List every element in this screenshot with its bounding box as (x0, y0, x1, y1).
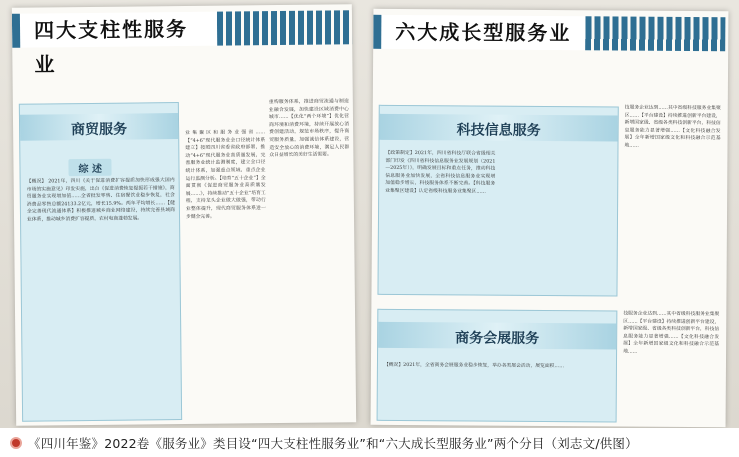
right-col1-text: 【政策制定】2021年，四川省科技厅联合省级相关部门印发《四川省科技信息服务业发展规划（2021—2025年）》，明确发展目标和重点任务，推动科技信息服务业加快发展，全省科技信息服务业实现增加值稳步增长，科技服务体系不断完善。【科技服务业集聚区建设】认定省级科技服务业集聚区…… (385, 150, 496, 195)
caption-text: 《四川年鉴》2022卷《服务业》类目设“四大支柱性服务业”和“六大成长型服务业”两个分目（刘志文/供图） (28, 435, 638, 451)
photo-caption (0, 428, 739, 457)
right-section1-panel (377, 105, 618, 297)
right-banner-title: 六大成长型服务业 (373, 15, 585, 50)
left-banner (12, 10, 352, 77)
left-kicker: 综 述 (68, 159, 112, 176)
left-section-panel (19, 102, 182, 422)
left-col1-text: 【概况】 2021年，四川《关于促进消费扩容提质加快形成强大国内市场的实施意见》印发实施，出台《促进消费恢复提振若干措施》，商贸服务业实现增加值……全省批发零售、住宿餐饮业稳步恢复，社会消费品零售总额24133.2亿元，增长15.9%。两年平均增长……【健全完善现代流通体系】积极推进城乡商业网络建设，持续完善县域商业体系，推动城乡消费扩容提质，农村电商蓬勃发展。 (26, 178, 175, 223)
right-section2-title: 商务会展服务 (455, 330, 540, 347)
right-banner-stripe (585, 16, 725, 51)
right-section2-panel (377, 309, 618, 423)
left-col3-text: 重构服务体系，推进商贸流通与制造业融合发展，加快建设区域消费中心城市……【优化“两个环境”】优化营商环境和消费环境，持续开展放心消费创建活动，规范市场秩序，提升商贸服务质量，加强诚信体系建设，营造安全放心的消费环境，满足人民群众日益增长的美好生活需要。 (268, 99, 350, 159)
right-col2-text: 技服务企业达到……其中省级科技服务业集聚区……【平台建设】持续推进创新平台建设，新增国家级、省级各类科技创新平台，科技信息服务能力显著增强……【文化科技融合发展】全年新增国家级文化和科技融合示范基地…… (624, 105, 721, 149)
right-col4-text: 技服务企业达到……其中省级科技服务业集聚区……【平台建设】持续推进创新平台建设，新增国家级、省级各类科技创新平台，科技信息服务能力显著增强……【文化科技融合发展】全年新增国家级文化和科技融合示范基地…… (623, 311, 720, 355)
left-section-title: 商贸服务 (71, 121, 128, 139)
right-section1-title: 科技信息服务 (456, 122, 541, 139)
left-banner-title: 四大支柱性服务业 (12, 12, 218, 48)
right-page (371, 9, 729, 427)
left-banner-stripe (217, 10, 352, 45)
right-col3-text: 【概况】2021年，全省商务会展服务业稳步恢复，举办各类展会活动，展览面积…… (383, 362, 565, 370)
left-page (12, 4, 356, 426)
bullet-icon (10, 437, 22, 449)
right-banner (373, 15, 725, 51)
left-col2-text: 业集聚区和服务业强省……【“4+6”现代服务业全口径统计体系建立】按照四川省委省政府部署，推动“4+6”现代服务业高质量发展，完善服务业统计监测制度，建立全口径统计体系，加强重点领域、重点企业运行监测分析。【培育“五十企业”】全面贯彻《促进商贸服务业高质量发展……》，持续推动“五十企业”培育工程，支持龙头企业做大做强，带动行业整体提升，现代商贸服务体系进一步健全完善。 (185, 130, 266, 220)
